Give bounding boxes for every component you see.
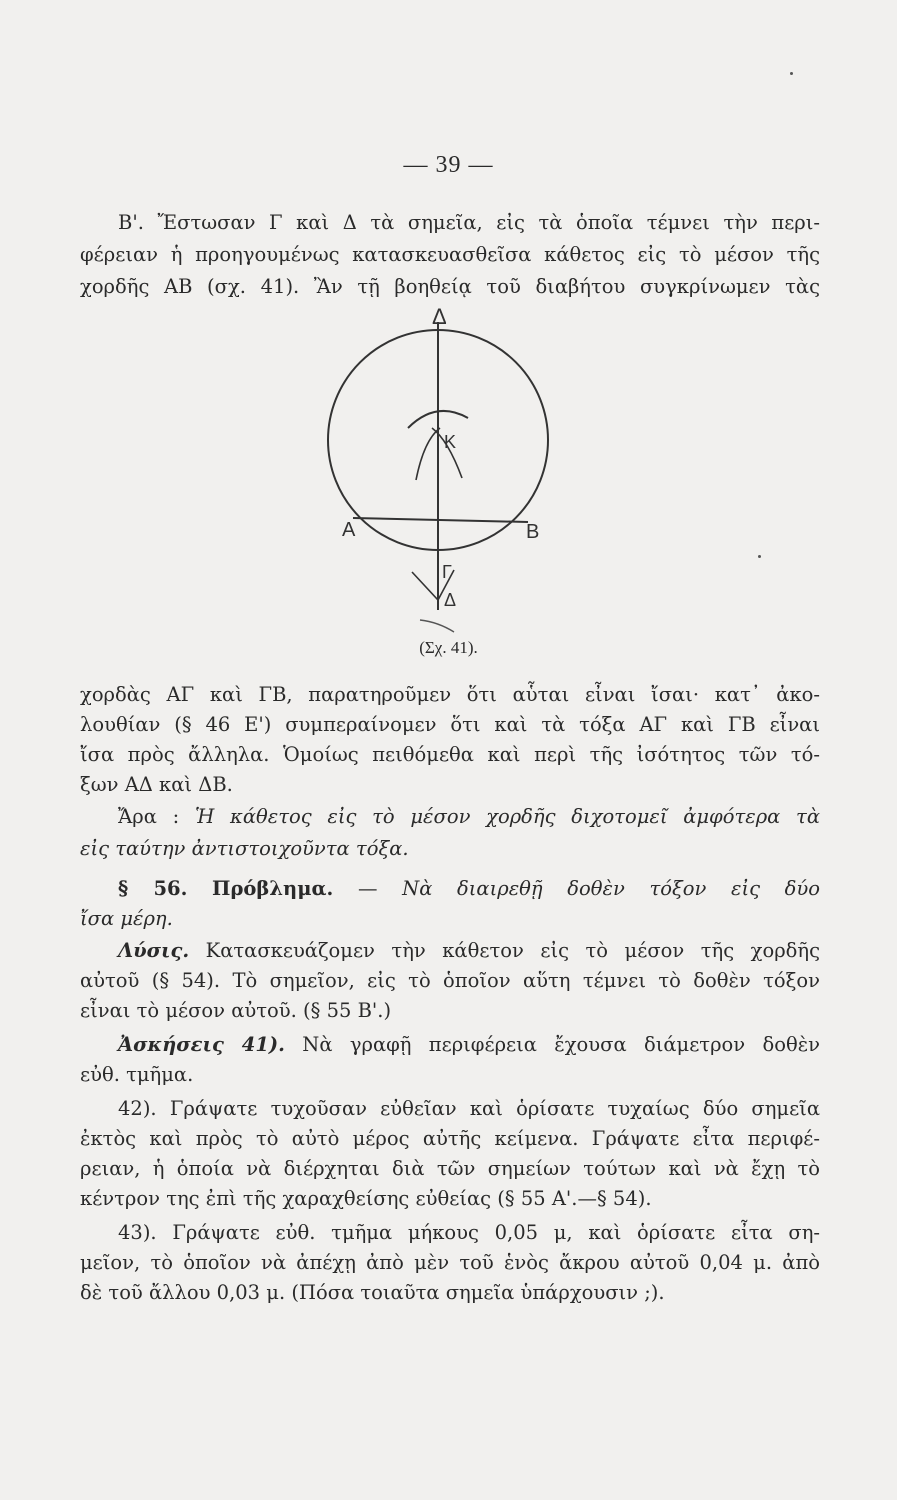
chord-ab xyxy=(353,518,528,522)
exercise-42-line-4: κέντρον της ἐπὶ τῆς χαραχθείσης εὐθείας (§ 55 Α'.—§ 54). xyxy=(80,1187,652,1210)
label-a: Α xyxy=(342,519,356,541)
exercise-42-line-1: 42). Γράψατε τυχοῦσαν εὐθεῖαν καὶ ὁρίσατε τυχαίως δύο σημεῖα xyxy=(118,1097,820,1120)
label-gamma: Γ xyxy=(442,562,452,582)
problem-title: Πρόβλημα. xyxy=(212,877,334,900)
exercise-43-line-1: 43). Γράψατε εὐθ. τμῆμα μήκους 0,05 μ, καὶ ὁρίσατε εἶτα ση- xyxy=(118,1221,820,1244)
conclusion-line-2: εἰς ταύτην ἀντιστοιχοῦντα τόξα. xyxy=(80,837,409,860)
exercise-42-line-2: ἐκτὸς καὶ πρὸς τὸ αὐτὸ μέρος αὐτῆς κείμενα. Γράψατε εἶτα περιφέ- xyxy=(80,1127,820,1150)
page-number: — 39 — xyxy=(403,152,494,178)
para2-line-1: χορδὰς ΑΓ καὶ ΓΒ, παρατηροῦμεν ὅτι αὗται εἶναι ἴσαι· κατ᾽ ἀκο- xyxy=(80,683,820,706)
solution-line-1 xyxy=(118,936,820,966)
conclusion-label: Ἄρα : xyxy=(118,805,180,828)
solution-text-1: Κατασκευάζομεν τὴν κάθετον εἰς τὸ μέσον τῆς χορδῆς xyxy=(205,939,820,962)
stroke-mark xyxy=(420,620,454,632)
paper-speck xyxy=(758,555,761,558)
para2-line-3: ἴσα πρὸς ἄλληλα. Ὁμοίως πειθόμεθα καὶ περὶ τῆς ἰσότητος τῶν τό- xyxy=(80,743,820,766)
exercise-43-line-3: δὲ τοῦ ἄλλου 0,03 μ. (Πόσα τοιαῦτα σημεῖα ὑπάρχουσιν ;). xyxy=(80,1281,665,1304)
section-number: § 56. xyxy=(118,877,188,900)
solution-line-3: εἶναι τὸ μέσον αὐτοῦ. (§ 55 Β'.) xyxy=(80,999,392,1022)
figure-caption: (Σχ. 41). xyxy=(419,638,478,657)
para1-line-2: φέρειαν ἡ προηγουμένως κατασκευασθεῖσα κάθετος εἰς τὸ μέσον τῆς xyxy=(80,243,820,266)
exercises-label: Ἀσκήσεις 41). xyxy=(118,1033,285,1056)
figure-41-circle-diagram xyxy=(320,300,570,660)
solution-label: Λύσις. xyxy=(118,939,190,962)
problem-line-2: ἴσα μέρη. xyxy=(80,907,173,930)
conclusion-line-1 xyxy=(118,802,820,832)
compass-arc-2 xyxy=(416,428,440,480)
para1-line-3: χορδῆς ΑΒ (σχ. 41). Ἂν τῇ βοηθείᾳ τοῦ διαβήτου συγκρίνωμεν τὰς xyxy=(80,275,820,298)
exercise-42-line-3: ρειαν, ἡ ὁποία νὰ διέρχηται διὰ τῶν σημείων τούτων καὶ νὰ ἔχῃ τὸ xyxy=(80,1157,820,1180)
conclusion-text-1: Ἡ κάθετος εἰς τὸ μέσον χορδῆς διχοτομεῖ ἀμφότερα τὰ xyxy=(194,805,821,828)
para2-line-4: ξων ΑΔ καὶ ΔΒ. xyxy=(80,773,233,796)
label-k: Κ xyxy=(444,432,457,452)
problem-dash: — xyxy=(357,877,378,900)
exercise-41-line-1 xyxy=(118,1030,820,1060)
label-b: Β xyxy=(526,521,540,543)
solution-line-2: αὐτοῦ (§ 54). Τὸ σημεῖον, εἰς τὸ ὁποῖον αὕτη τέμνει τὸ δοθὲν τόξον xyxy=(80,969,820,992)
exercise-43-line-2: μεῖον, τὸ ὁποῖον νὰ ἀπέχῃ ἀπὸ μὲν τοῦ ἑνὸς ἄκρου αὐτοῦ 0,04 μ. ἀπὸ xyxy=(80,1251,820,1274)
label-delta-top: Δ xyxy=(432,304,447,329)
paper-speck xyxy=(790,72,793,75)
problem-line-1 xyxy=(118,874,820,904)
exercise-41-text-1: Νὰ γραφῇ περιφέρεια ἔχουσα διάμετρον δοθὲν xyxy=(302,1033,821,1056)
exercise-41-line-2: εὐθ. τμῆμα. xyxy=(80,1063,194,1086)
problem-text: Νὰ διαιρεθῇ δοθὲν τόξον εἰς δύο xyxy=(402,877,821,900)
para1-line-1: Β'. Ἔστωσαν Γ καὶ Δ τὰ σημεῖα, εἰς τὰ ὁποῖα τέμνει τὴν περι- xyxy=(118,211,820,234)
para2-line-2: λουθίαν (§ 46 Ε') συμπεραίνομεν ὅτι καὶ τὰ τόξα ΑΓ καὶ ΓΒ εἶναι xyxy=(80,713,820,736)
label-delta-bottom: Δ xyxy=(444,590,457,610)
